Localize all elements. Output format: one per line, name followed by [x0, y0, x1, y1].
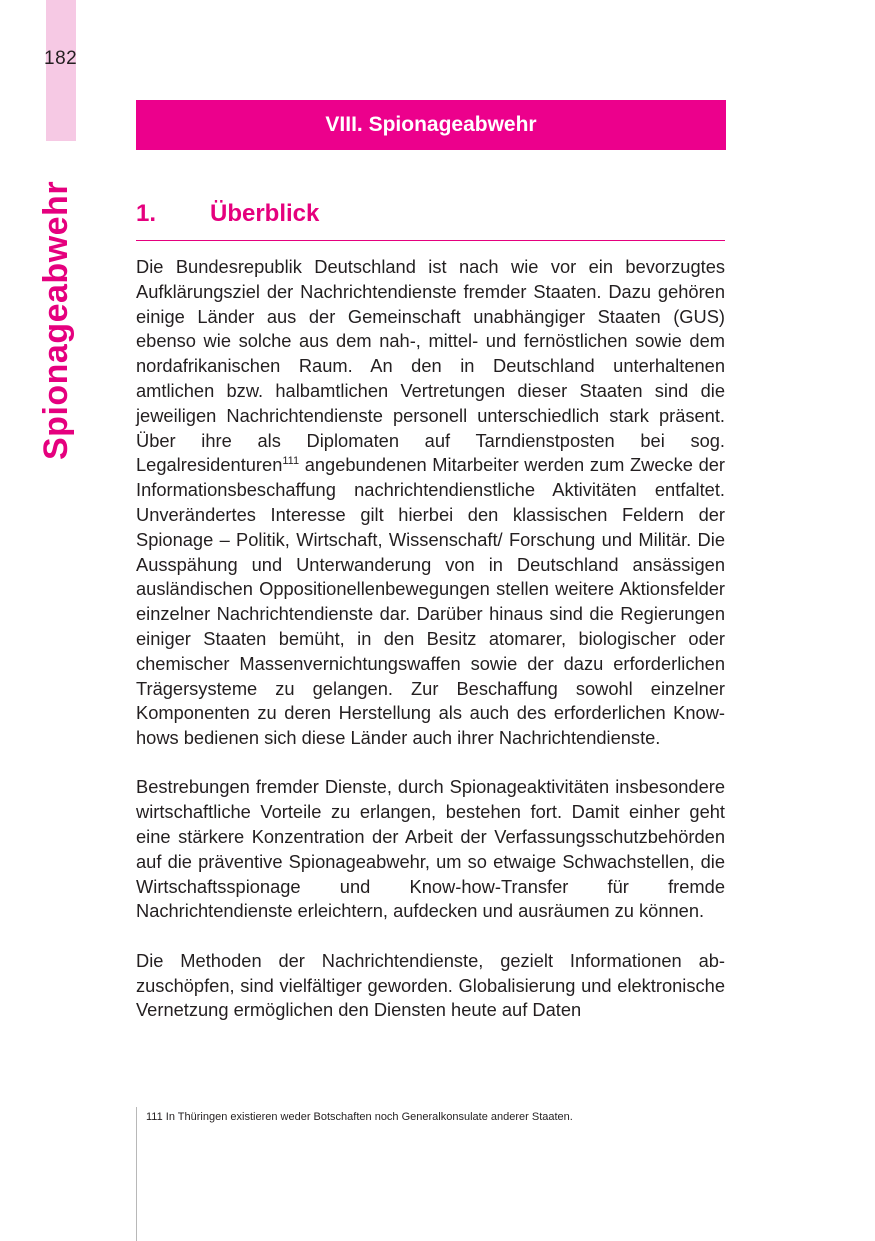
footnote-reference: 111 — [282, 455, 300, 468]
side-tab-marker — [46, 0, 76, 141]
paragraph-1-part-a: Die Bundesrepublik Deutschland ist nach wie vor ein bevorzugtes Aufklärungsziel der Nachrichtendienste fremder Staaten. Dazu gehören einige Länder aus der Gemeinschaft unabhängiger Staaten (GUS) ebenso wie solche aus dem nah-, mittel- und fernöstlichen sowie dem nordafrikanischen Raum. An den in Deutschland unterhaltenen amtlichen bzw. halbamtlichen Vertretungen dieser Staaten sind die jeweiligen Nachrichtendienste personell unterschiedlich stark präsent. Über ihre als Diplomaten auf Tarndienstposten bei sog. Legalresidenturen — [136, 256, 725, 476]
chapter-title: VIII. Spionageabwehr — [325, 113, 537, 136]
body-text — [136, 255, 725, 1048]
paragraph-1-part-b: angebundenen Mitarbeiter werden zum Zwecke der Informationsbeschaffung nachrichtendienstliche Aktivitäten entfaltet. Unverändertes Interesse gilt hierbei den klassischen Feldern der Spionage – Politik, Wirtschaft, Wissenschaft/ Forschung und Militär. Die Ausspähung und Unterwanderung von in Deutschland ansässigen ausländischen Oppositionellenbewegungen stellen weitere Aktionsfelder einzelner Nachrichtendienste dar. Darüber hinaus sind die Regierungen einiger Staaten bemüht, in den Besitz atomarer, biologischer oder chemischer Massenvernichtungswaffen sowie der dazu erforderlichen Trägersysteme zu gelangen. Zur Beschaffung sowohl einzelner Komponenten zu deren Herstellung als auch des erforderlichen Know-hows bedienen sich diese Länder auch ihrer Nachrichtendienste. — [136, 454, 725, 749]
paragraph-1 — [136, 255, 725, 751]
paragraph-2: Bestrebungen fremder Dienste, durch Spionageaktivitäten insbesondere wirtschaftliche Vorteile zu erlangen, bestehen fort. Damit einher geht eine stärkere Konzentration der Arbeit der Verfassungsschutzbehörden auf die präventive Spionageabwehr, um so etwaige Schwachstellen, die Wirtschaftsspionage und Know-how-Transfer für fremde Nachrichtendienste erleichtern, aufdecken und ausräumen zu können. — [136, 776, 725, 922]
section-title: Überblick — [210, 200, 320, 227]
section-heading — [136, 200, 725, 241]
paragraph-3: Die Methoden der Nachrichtendienste, gezielt Informationen abzuschöpfen, sind vielfältiger geworden. Globalisierung und elektronische Vernetzung ermöglichen den Diensten heute auf Daten — [136, 949, 725, 1021]
section-number: 1. — [136, 200, 157, 227]
footnote: 111 In Thüringen existieren weder Botschaften noch Generalkonsulate anderer Staaten. — [146, 1111, 573, 1123]
chapter-heading-bar — [136, 100, 726, 150]
side-running-title: Spionageabwehr — [37, 180, 75, 460]
footnote-rule — [136, 1107, 137, 1241]
page-number: 182 — [44, 48, 78, 69]
